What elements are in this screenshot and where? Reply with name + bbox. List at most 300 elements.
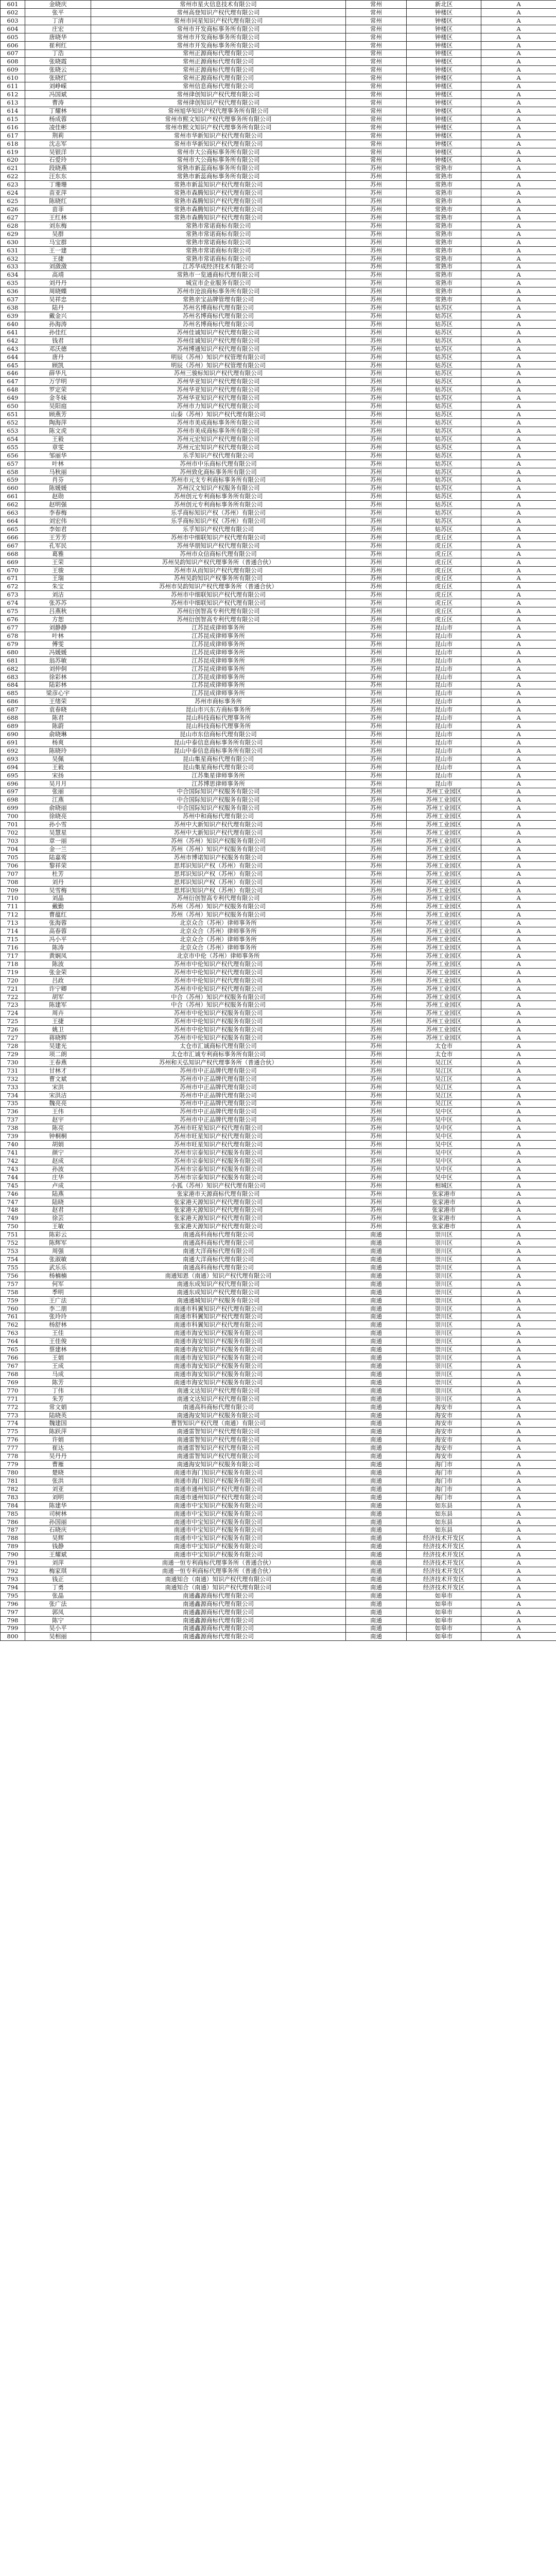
grade-cell: A [481,1099,556,1108]
district-cell: 崇川区 [407,1280,481,1288]
city-cell: 常州 [346,91,407,99]
person-name-cell: 荆莉 [25,131,91,140]
person-name-cell: 叶林 [25,460,91,468]
city-cell: 苏州 [346,238,407,246]
grade-cell: A [481,164,556,173]
district-cell: 张家港市 [407,1190,481,1198]
organization-cell: 常州正源商标代理有限公司 [91,66,346,74]
city-cell: 苏州 [346,1198,407,1206]
district-cell: 姑苏区 [407,468,481,476]
city-cell: 苏州 [346,1165,407,1173]
organization-cell: 南通市中宝知识产权服务有限公司 [91,1510,346,1518]
city-cell: 南通 [346,1395,407,1403]
district-cell: 吴中区 [407,1149,481,1157]
table-row [1,607,556,616]
organization-cell: 常州市开发商标事务所有限公司 [91,41,346,49]
row-number-cell: 691 [1,738,25,747]
organization-cell: 乐孚商标知识产权（苏州）有限公司 [91,517,346,526]
row-number-cell: 611 [1,82,25,91]
row-number-cell: 644 [1,353,25,361]
table-row [1,1296,556,1304]
city-cell: 苏州 [346,312,407,320]
organization-cell: 南通鑫源商标代理有限公司 [91,1600,346,1608]
district-cell: 姑苏区 [407,336,481,345]
grade-cell: A [481,853,556,861]
table-row [1,148,556,156]
city-cell: 苏州 [346,632,407,640]
person-name-cell: 张晶 [25,1591,91,1600]
grade-cell: A [481,1403,556,1411]
grade-cell: A [481,755,556,763]
row-number-cell: 661 [1,493,25,501]
district-cell: 姑苏区 [407,402,481,411]
person-name-cell: 武乐乐 [25,1263,91,1272]
person-name-cell: 王毅 [25,763,91,771]
city-cell: 苏州 [346,394,407,402]
row-number-cell: 702 [1,829,25,837]
person-name-cell: 崔利红 [25,41,91,49]
district-cell: 昆山市 [407,706,481,714]
person-name-cell: 陈跃萍 [25,1428,91,1436]
organization-cell: 苏州创元专利商标事务所有限公司 [91,501,346,509]
row-number-cell: 666 [1,533,25,541]
organization-cell: 南通市海安知识产权服务有限公司 [91,1370,346,1378]
grade-cell: A [481,1600,556,1608]
organization-cell: 苏州致化商标事务所有限公司 [91,468,346,476]
row-number-cell: 690 [1,731,25,739]
person-name-cell: 梁彦心宇 [25,689,91,698]
organization-cell: 苏州市中正品牌代理有限公司 [91,1108,346,1116]
grade-cell: A [481,246,556,255]
table-row [1,870,556,878]
organization-cell: 常熟市森腾知识产权代理有限公司 [91,206,346,214]
table-row [1,66,556,74]
row-number-cell: 793 [1,1575,25,1584]
person-name-cell: 王一建 [25,246,91,255]
row-number-cell: 719 [1,968,25,976]
city-cell: 常州 [346,16,407,25]
organization-cell: 苏州吴韵知识产权代理事务所（普通合伙） [91,558,346,566]
district-cell: 崇川区 [407,1313,481,1321]
grade-cell: A [481,886,556,894]
district-cell: 昆山市 [407,714,481,722]
district-cell: 吴中区 [407,1124,481,1132]
table-row [1,419,556,427]
row-number-cell: 786 [1,1518,25,1526]
district-cell: 常熟市 [407,279,481,287]
organization-cell: 常熟市常诺商标有限公司 [91,238,346,246]
row-number-cell: 696 [1,779,25,788]
city-cell: 南通 [346,1510,407,1518]
row-number-cell: 698 [1,796,25,804]
city-cell: 苏州 [346,279,407,287]
organization-cell: 南通市海安知识产权服务有限公司 [91,1378,346,1386]
organization-cell: 常州正源商标代理有限公司 [91,58,346,66]
district-cell: 昆山市 [407,755,481,763]
table-row [1,1575,556,1584]
city-cell: 苏州 [346,509,407,517]
grade-cell: A [481,788,556,796]
person-name-cell: 陈亮 [25,1124,91,1132]
person-name-cell: 刘明 [25,1493,91,1501]
row-number-cell: 670 [1,566,25,574]
organization-cell: 中合（苏州）知识产权服务有限公司 [91,993,346,1001]
person-name-cell: 张金荣 [25,968,91,976]
grade-cell: A [481,1058,556,1066]
organization-cell: 苏州名博商标代理有限公司 [91,304,346,312]
table-row [1,566,556,574]
district-cell: 苏州工业园区 [407,870,481,878]
district-cell: 昆山市 [407,624,481,632]
table-row [1,25,556,33]
organization-cell: 北京众合（苏州）律师事务所 [91,927,346,936]
row-number-cell: 669 [1,558,25,566]
organization-cell: 苏州市中正品牌代理有限公司 [91,1075,346,1083]
district-cell: 崇川区 [407,1247,481,1256]
grade-cell: A [481,25,556,33]
table-row [1,1075,556,1083]
person-name-cell: 张玲玲 [25,1313,91,1321]
organization-cell: 苏州市旺星知识产权代理有限公司 [91,1132,346,1141]
district-cell: 经济技术开发区 [407,1559,481,1567]
person-name-cell: 王广法 [25,1296,91,1304]
organization-cell: 张家港天源知识产权代理有限公司 [91,1223,346,1231]
row-number-cell: 639 [1,312,25,320]
district-cell: 姑苏区 [407,509,481,517]
table-row [1,1386,556,1395]
table-row [1,1469,556,1477]
row-number-cell: 626 [1,206,25,214]
city-cell: 南通 [346,1231,407,1239]
city-cell: 苏州 [346,1116,407,1124]
city-cell: 苏州 [346,246,407,255]
table-row [1,1173,556,1181]
city-cell: 苏州 [346,1050,407,1059]
row-number-cell: 605 [1,33,25,41]
district-cell: 吴江区 [407,1075,481,1083]
district-cell: 苏州工业园区 [407,878,481,886]
table-row [1,722,556,731]
person-name-cell: 吕燕秋 [25,607,91,616]
table-row [1,1411,556,1419]
district-cell: 苏州工业园区 [407,1001,481,1009]
organization-cell: 南通市海门知识产权服务有限公司 [91,1477,346,1485]
person-name-cell: 姚卫 [25,1026,91,1034]
city-cell: 苏州 [346,944,407,952]
person-name-cell: 杨成蓉 [25,115,91,123]
grade-cell: A [481,599,556,607]
table-row [1,255,556,263]
organization-cell: 南通市海安知识产权服务有限公司 [91,1346,346,1354]
city-cell: 苏州 [346,1026,407,1034]
person-name-cell: 孙国丽 [25,1518,91,1526]
organization-cell: 思邦识知识产权（苏州）有限公司 [91,870,346,878]
row-number-cell: 739 [1,1132,25,1141]
city-cell: 苏州 [346,173,407,181]
row-number-cell: 694 [1,763,25,771]
organization-cell: 苏州市宗泰知识产权服务有限公司 [91,1165,346,1173]
person-name-cell: 项二朗 [25,1050,91,1059]
city-cell: 苏州 [346,829,407,837]
organization-cell: 南通一恒专利商标代理事务所（普通合伙） [91,1559,346,1567]
row-number-cell: 735 [1,1099,25,1108]
person-name-cell: 石晓庆 [25,1526,91,1534]
city-cell: 常州 [346,82,407,91]
row-number-cell: 722 [1,993,25,1001]
grade-cell: A [481,304,556,312]
table-row [1,1304,556,1313]
district-cell: 钟楼区 [407,115,481,123]
row-number-cell: 734 [1,1091,25,1099]
grade-cell: A [481,1239,556,1247]
grade-cell: A [481,238,556,246]
table-row [1,911,556,919]
organization-cell: 常州旭华知识产权代理事务所有限公司 [91,107,346,115]
table-row [1,386,556,394]
table-row [1,1116,556,1124]
table-row [1,164,556,173]
organization-cell: 苏州市中正品牌代理有限公司 [91,1099,346,1108]
table-row [1,648,556,656]
person-name-cell: 吴辉 [25,1534,91,1543]
district-cell: 常熟市 [407,222,481,230]
city-cell: 苏州 [346,624,407,632]
row-number-cell: 730 [1,1058,25,1066]
table-row [1,1559,556,1567]
table-row [1,1132,556,1141]
city-cell: 苏州 [346,591,407,599]
person-name-cell: 邹丽华 [25,451,91,460]
district-cell: 常熟市 [407,164,481,173]
person-name-cell: 丁珊珊 [25,181,91,189]
grade-cell: A [481,1469,556,1477]
district-cell: 苏州工业园区 [407,821,481,829]
organization-cell: 张家港市天源商标代理有限公司 [91,1190,346,1198]
city-cell: 苏州 [346,599,407,607]
district-cell: 虎丘区 [407,574,481,583]
grade-cell: A [481,1624,556,1633]
city-cell: 苏州 [346,1173,407,1181]
district-cell: 苏州工业园区 [407,886,481,894]
organization-cell: 苏州衍创智高专利代理有限公司 [91,616,346,624]
person-name-cell: 陆晓 [25,1198,91,1206]
grade-cell: A [481,8,556,16]
table-row [1,1141,556,1149]
person-name-cell: 陈彩云 [25,1231,91,1239]
district-cell: 吴中区 [407,1157,481,1165]
grade-cell: A [481,1313,556,1321]
person-name-cell: 李如君 [25,526,91,534]
organization-cell: 南通雷智知识产权代理有限公司 [91,1428,346,1436]
city-cell: 南通 [346,1419,407,1428]
organization-cell: 常州信息商标代理有限公司 [91,82,346,91]
table-row [1,1337,556,1346]
table-row [1,279,556,287]
row-number-cell: 652 [1,419,25,427]
table-row [1,574,556,583]
city-cell: 苏州 [346,476,407,484]
row-number-cell: 721 [1,985,25,993]
grade-cell: A [481,821,556,829]
organization-cell: 南通高科商标代理有限公司 [91,1263,346,1272]
person-name-cell: 朱宝 [25,583,91,591]
person-name-cell: 王捷 [25,255,91,263]
table-row [1,1108,556,1116]
row-number-cell: 767 [1,1362,25,1370]
district-cell: 姑苏区 [407,353,481,361]
grade-cell: A [481,411,556,419]
table-row [1,853,556,861]
person-name-cell: 孙小雪 [25,821,91,829]
grade-cell: A [481,131,556,140]
district-cell: 崇川区 [407,1288,481,1296]
district-cell: 钟楼区 [407,58,481,66]
table-row [1,829,556,837]
grade-cell: A [481,148,556,156]
organization-cell: 南通市科翼知识产权代理有限公司 [91,1313,346,1321]
organization-cell: 江苏昆成律师事务所 [91,689,346,698]
table-row [1,484,556,493]
person-name-cell: 刘萍 [25,1559,91,1567]
person-name-cell: 唐丹 [25,353,91,361]
district-cell: 如东县 [407,1526,481,1534]
table-row [1,738,556,747]
district-cell: 虎丘区 [407,616,481,624]
row-number-cell: 798 [1,1616,25,1624]
person-name-cell: 王毅 [25,435,91,443]
person-name-cell: 陆晓英 [25,1411,91,1419]
grade-cell: A [481,1534,556,1543]
person-name-cell: 蔡建林 [25,1346,91,1354]
organization-cell: 中合（苏州）知识产权服务有限公司 [91,1001,346,1009]
table-row [1,1608,556,1616]
city-cell: 南通 [346,1616,407,1624]
grade-cell: A [481,845,556,853]
district-cell: 钟楼区 [407,107,481,115]
city-cell: 南通 [346,1378,407,1386]
person-name-cell: 何军 [25,1280,91,1288]
table-row [1,1124,556,1132]
organization-cell: 南通市通州知识产权代理有限公司 [91,1485,346,1493]
table-row [1,246,556,255]
table-row [1,1058,556,1066]
grade-cell: A [481,394,556,402]
table-row [1,74,556,82]
district-cell: 苏州工业园区 [407,796,481,804]
organization-cell: 苏州汉文知识产权服务有限公司 [91,484,346,493]
row-number-cell: 663 [1,509,25,517]
district-cell: 姑苏区 [407,369,481,378]
city-cell: 苏州 [346,788,407,796]
district-cell: 崇川区 [407,1370,481,1378]
city-cell: 苏州 [346,1099,407,1108]
row-number-cell: 711 [1,903,25,911]
person-name-cell: 吕政 [25,976,91,985]
organization-cell: 南通大洋商标代理有限公司 [91,1247,346,1256]
table-row [1,919,556,927]
district-cell: 昆山市 [407,722,481,731]
district-cell: 苏州工业园区 [407,960,481,968]
district-cell: 常熟市 [407,230,481,238]
city-cell: 苏州 [346,1190,407,1198]
grade-cell: A [481,640,556,648]
organization-cell: 北京市中伦（苏州）律师事务所 [91,952,346,960]
organization-cell: 苏州市中乐商标代理有限公司 [91,460,346,468]
row-number-cell: 673 [1,591,25,599]
grade-cell: A [481,74,556,82]
grade-cell: A [481,328,556,336]
organization-cell: 常州正源商标代理有限公司 [91,74,346,82]
row-number-cell: 797 [1,1608,25,1616]
grade-cell: A [481,689,556,698]
grade-cell: A [481,484,556,493]
person-name-cell: 金晓庆 [25,1,91,9]
person-name-cell: 陈晓玲 [25,747,91,755]
district-cell: 姑苏区 [407,476,481,484]
row-number-cell: 738 [1,1124,25,1132]
district-cell: 姑苏区 [407,345,481,353]
grade-cell: A [481,460,556,468]
table-row [1,1149,556,1157]
city-cell: 南通 [346,1239,407,1247]
district-cell: 苏州工业园区 [407,1034,481,1042]
grade-cell: A [481,804,556,812]
city-cell: 常州 [346,33,407,41]
row-number-cell: 715 [1,936,25,944]
city-cell: 苏州 [346,747,407,755]
table-row [1,1034,556,1042]
table-body [1,1,556,1641]
district-cell: 如东县 [407,1501,481,1510]
district-cell: 昆山市 [407,731,481,739]
organization-cell: 苏州市中伦知识产权服务有限公司 [91,1034,346,1042]
table-row [1,501,556,509]
row-number-cell: 618 [1,140,25,148]
person-name-cell: 吴丹丹 [25,1452,91,1461]
person-name-cell: 张广法 [25,1600,91,1608]
person-name-cell: 张洪 [25,1477,91,1485]
grade-cell: A [481,763,556,771]
city-cell: 南通 [346,1583,407,1591]
district-cell: 苏州工业园区 [407,861,481,870]
table-row [1,689,556,698]
organization-cell: 南通大洋商标代理有限公司 [91,1256,346,1264]
table-row [1,336,556,345]
organization-cell: 江苏昆成律师事务所 [91,632,346,640]
district-cell: 崇川区 [407,1304,481,1313]
person-name-cell: 钱君 [25,336,91,345]
grade-cell: A [481,49,556,58]
grade-cell: A [481,936,556,944]
person-name-cell: 庄华 [25,1173,91,1181]
table-row [1,1198,556,1206]
organization-cell: 明辰（苏州）知识产权管理有限公司 [91,361,346,369]
district-cell: 经济技术开发区 [407,1534,481,1543]
grade-cell: A [481,1386,556,1395]
district-cell: 如皋市 [407,1600,481,1608]
table-row [1,263,556,271]
district-cell: 崇川区 [407,1329,481,1337]
row-number-cell: 790 [1,1551,25,1559]
district-cell: 姑苏区 [407,411,481,419]
district-cell: 太仓市 [407,1050,481,1059]
person-name-cell: 庄宏 [25,25,91,33]
person-name-cell: 顾凯 [25,361,91,369]
row-number-cell: 794 [1,1583,25,1591]
row-number-cell: 720 [1,976,25,985]
city-cell: 南通 [346,1313,407,1321]
grade-cell: A [481,1124,556,1132]
